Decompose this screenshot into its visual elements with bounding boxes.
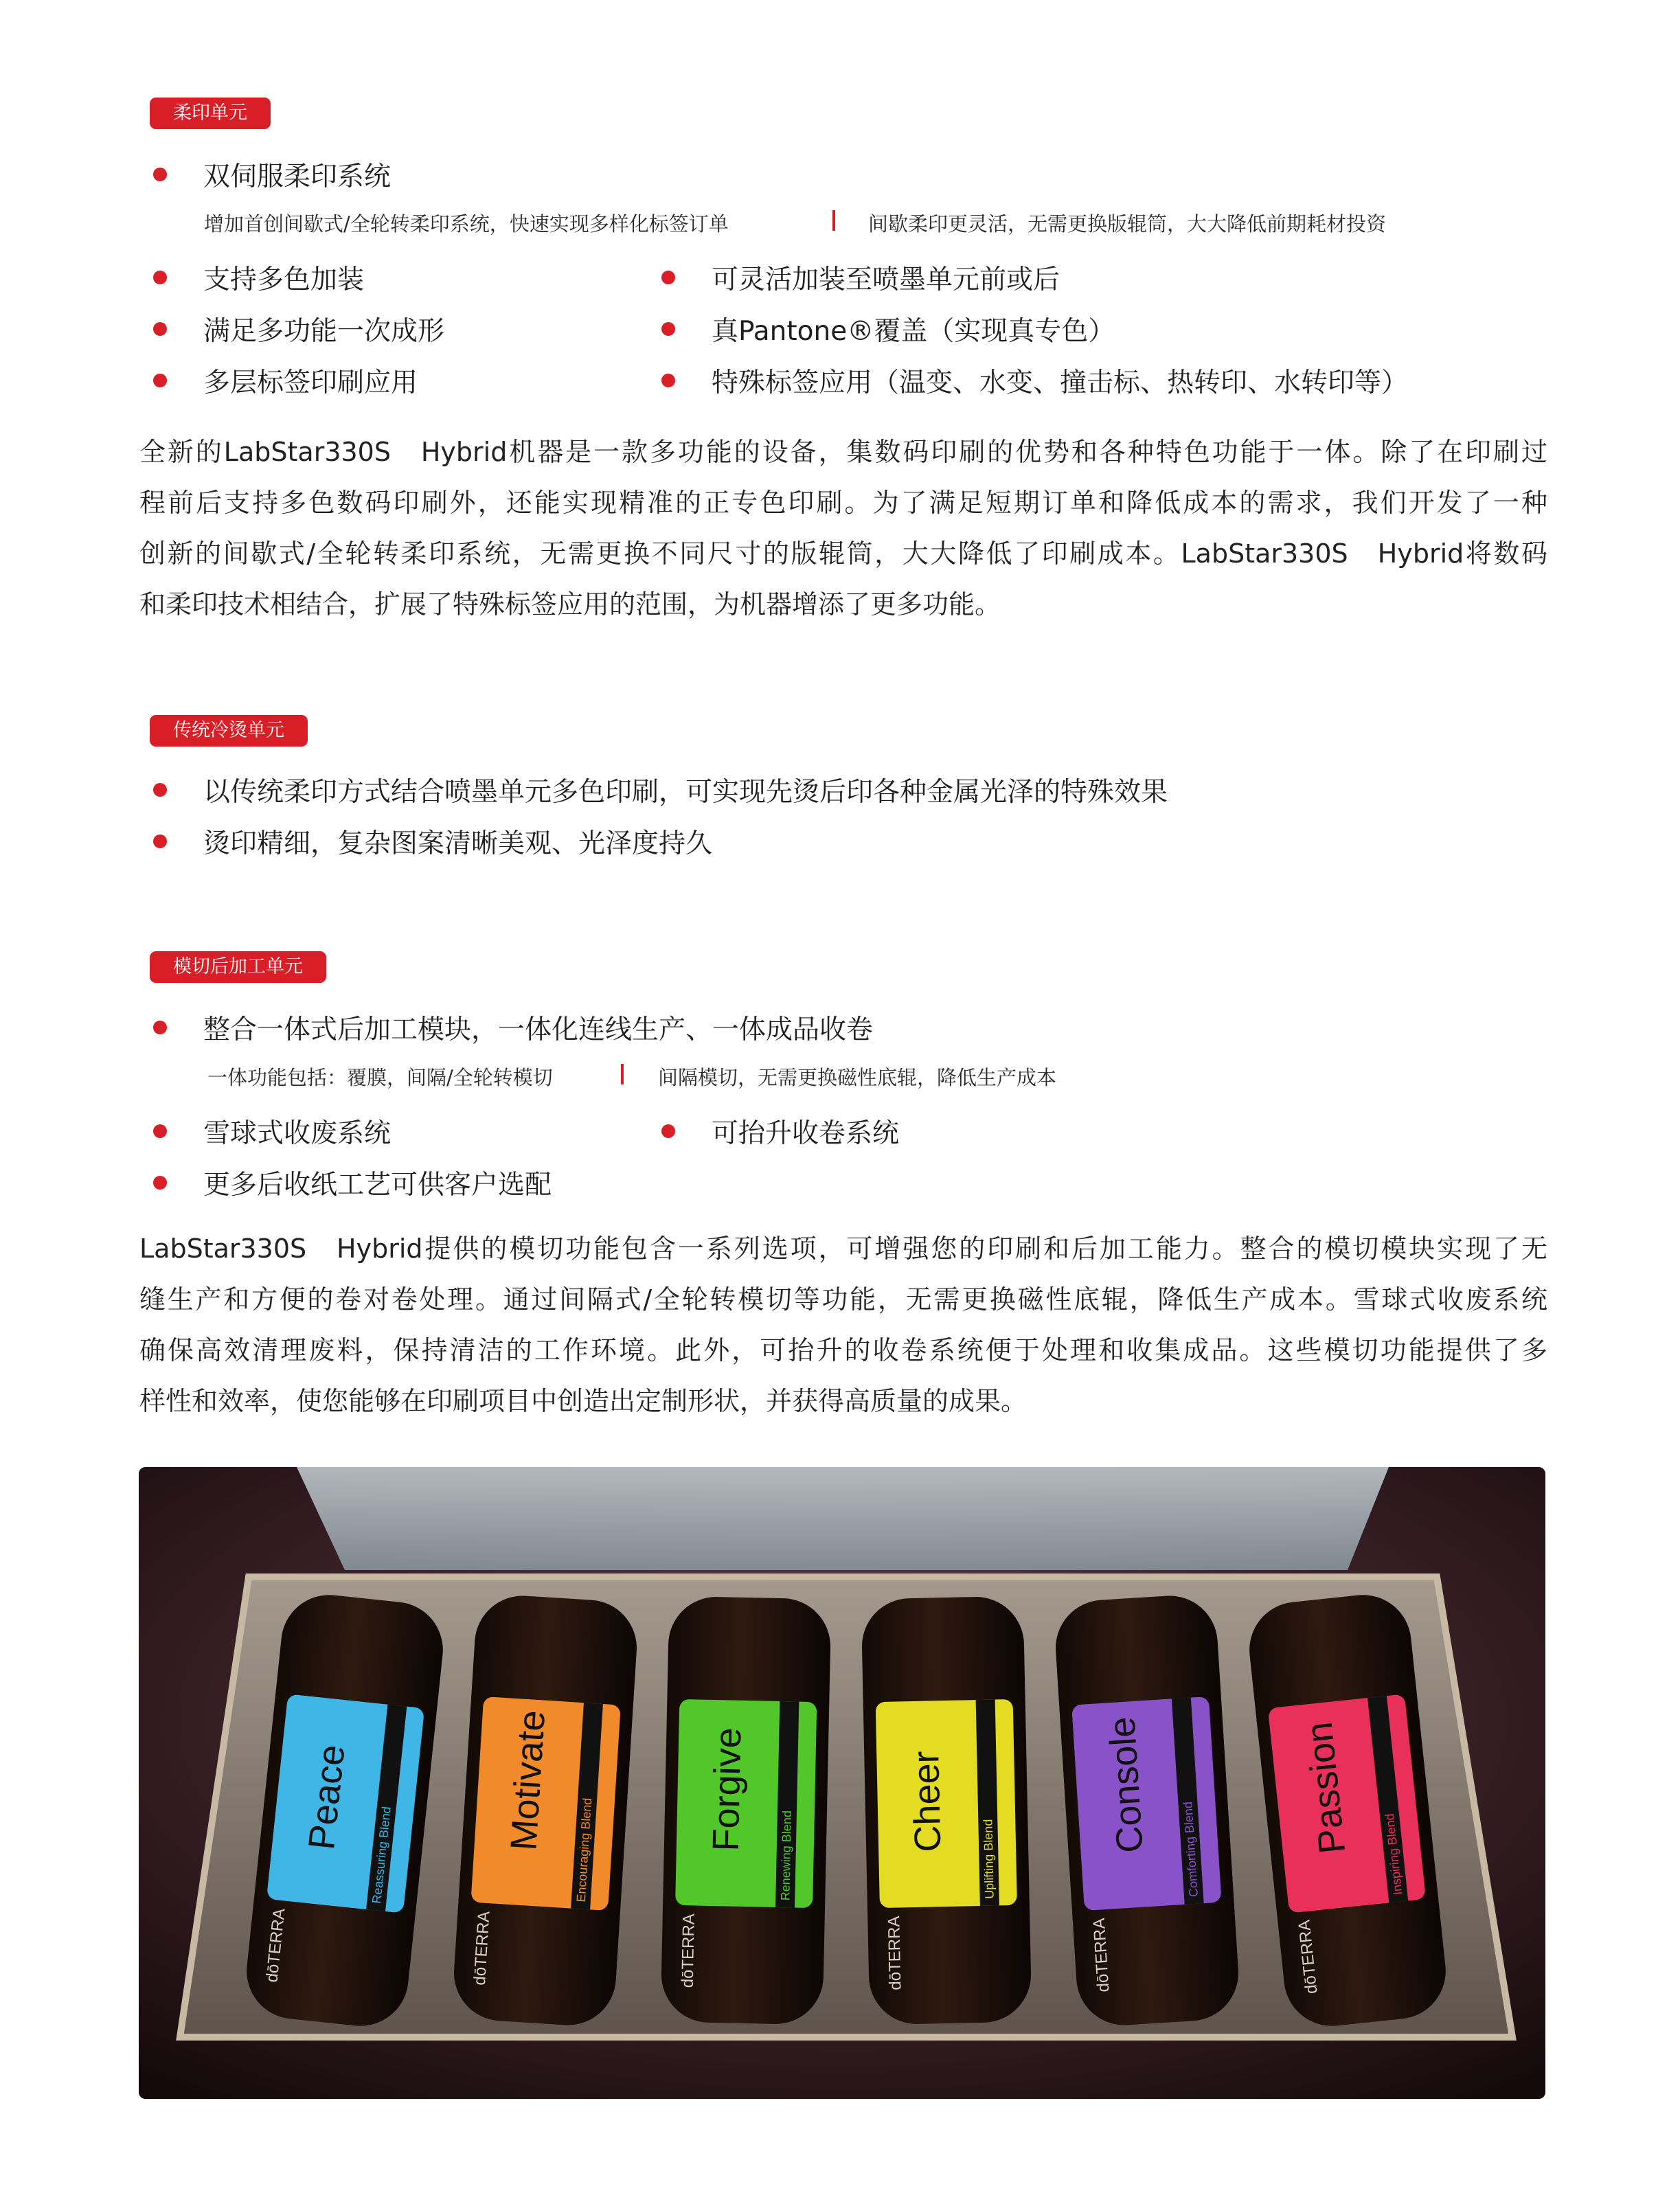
bullet-dot-icon xyxy=(153,322,167,336)
bullet-item: 以传统柔印方式结合喷墨单元多色印刷，可实现先烫后印各种金属光泽的特殊效果 xyxy=(203,771,1168,809)
bullet-item: 烫印精细，复杂图案清晰美观、光泽度持久 xyxy=(203,822,712,861)
bottle-blend: Renewing Blend xyxy=(778,1810,795,1901)
brand-mark: dōTERRA xyxy=(885,1916,905,1990)
bottle-name: Forgive xyxy=(705,1727,749,1852)
bullet-item: 更多后收纸工艺可供客户选配 xyxy=(203,1163,552,1202)
bottle-name: Passion xyxy=(1298,1720,1354,1856)
bottle-motivate xyxy=(451,1593,639,2028)
sub-note-right: 间隔模切，无需更换磁性底辊，降低生产成本 xyxy=(658,1066,1057,1089)
bullet-dot-icon xyxy=(153,1176,167,1190)
bottle-blend: Reassuring Blend xyxy=(370,1806,394,1905)
section-tag-die-cut: 模切后加工单元 xyxy=(150,951,326,983)
separator xyxy=(832,210,835,231)
bottle-console xyxy=(1053,1593,1241,2028)
essential-oil-bottles-image xyxy=(139,1467,1545,2099)
bullet-item: 可抬升收卷系统 xyxy=(712,1112,899,1150)
bottle-name: Motivate xyxy=(503,1709,554,1852)
bullet-dot-icon xyxy=(661,374,675,387)
bullet-dot-icon xyxy=(153,1124,167,1138)
sub-note-left: 一体功能包括：覆膜，间隔/全轮转模切 xyxy=(207,1066,553,1089)
bullet-dot-icon xyxy=(153,834,167,848)
bottle-name: Peace xyxy=(301,1742,353,1852)
bullet-dot-icon xyxy=(153,1021,167,1034)
bullet-integrated-module: 整合一体式后加工模块，一体化连线生产、一体成品收卷 xyxy=(203,1008,873,1047)
bottle-name: Cheer xyxy=(905,1750,949,1853)
sub-note-left: 增加首创间歇式/全轮转柔印系统，快速实现多样化标签订单 xyxy=(204,212,729,236)
bullet-dot-icon xyxy=(661,322,675,336)
bottle-forgive xyxy=(661,1596,832,2025)
bullet-item: 真Pantone®覆盖（实现真专色） xyxy=(712,310,1115,348)
bottle-blend: Uplifting Blend xyxy=(981,1819,997,1899)
product-photo xyxy=(139,1467,1545,2099)
bullet-item: 满足多功能一次成形 xyxy=(203,310,444,348)
section-tag-cold-foil: 传统冷烫单元 xyxy=(150,715,308,747)
die-cut-paragraph: LabStar330S Hybrid提供的模切功能包含一系列选项，可增强您的印刷和后加工能力。整合的模切模块实现了无 缝生产和方便的卷对卷处理。通过间隔式/全轮转模切等功能，无需更换磁性底辊，降低生产成本。雪球式收废系统 确保高效清理废料，保持清洁的工作环境。此外，可抬升的收卷系统便于处理和收集成品。这些模切功能提供了多 样性和效率，使您能够在印刷项目中创造出定制形状，并获得高质量的成果。 xyxy=(139,1234,1547,1416)
bullet-item: 多层标签印刷应用 xyxy=(203,361,418,400)
bullet-item: 特殊标签应用（温变、水变、撞击标、热转印、水转印等） xyxy=(712,361,1408,400)
bullet-item: 支持多色加装 xyxy=(203,258,364,297)
brand-mark: dōTERRA xyxy=(1089,1917,1113,1993)
separator xyxy=(621,1064,624,1084)
bullet-dot-icon xyxy=(153,271,167,284)
bullet-dot-icon xyxy=(661,1124,675,1138)
bottle-blend: Inspiring Blend xyxy=(1382,1813,1405,1896)
brand-mark: dōTERRA xyxy=(470,1910,494,1986)
bottle-blend: Comforting Blend xyxy=(1181,1801,1201,1898)
bullet-dot-icon xyxy=(153,374,167,387)
brand-mark: dōTERRA xyxy=(262,1907,289,1984)
bullet-dot-icon xyxy=(661,271,675,284)
bullet-item: 可灵活加装至喷墨单元前或后 xyxy=(712,258,1060,297)
brand-mark: dōTERRA xyxy=(1295,1919,1321,1995)
bullet-dual-servo: 双伺服柔印系统 xyxy=(203,155,391,194)
bullet-dot-icon xyxy=(153,783,167,797)
bottle-name: Console xyxy=(1101,1716,1151,1854)
flexo-paragraph: 全新的LabStar330S Hybrid机器是一款多功能的设备，集数码印刷的优势和各种特色功能于一体。除了在印刷过 程前后支持多色数码印刷外，还能实现精准的正专色印刷。为了满足短期订单和降低成本的需求，我们开发了一种 创新的间歇式/全轮转柔印系统，无需更换不同尺寸的版辊筒，大大降低了印刷成本。LabStar330S Hybrid将数码 和柔印技术相结合，扩展了特殊标签应用的范围，为机器增添了更多功能。 xyxy=(139,437,1547,620)
sub-note-right: 间歇柔印更灵活，无需更换版辊筒，大大降低前期耗材投资 xyxy=(868,212,1387,236)
bottle-blend: Encouraging Blend xyxy=(574,1797,595,1903)
bullet-item: 雪球式收废系统 xyxy=(203,1112,391,1150)
bullet-dot-icon xyxy=(153,168,167,181)
bottle-cheer xyxy=(861,1596,1032,2025)
section-tag-flexo: 柔印单元 xyxy=(150,98,271,129)
brand-mark: dōTERRA xyxy=(678,1913,699,1988)
